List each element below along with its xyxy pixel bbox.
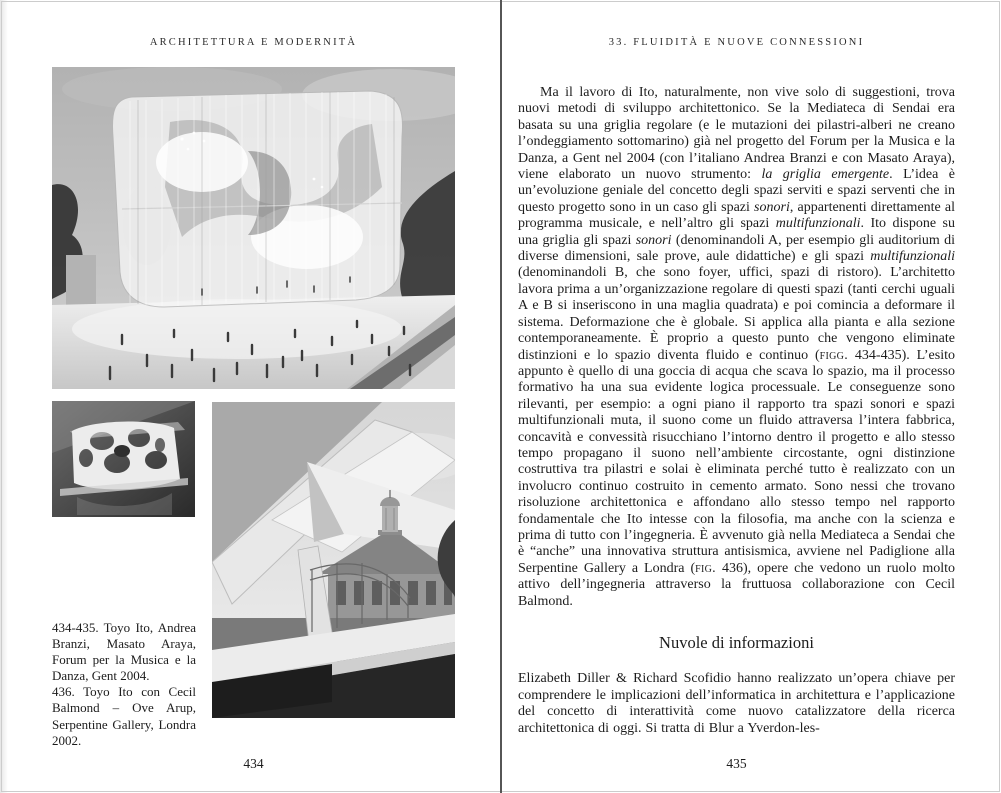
- figure-forum-model: [52, 67, 455, 389]
- right-page-number: 435: [726, 756, 747, 771]
- figure-caption: [52, 620, 196, 749]
- caption-fig-434-435: 434-435. Toyo Ito, Andrea Branzi, Masato Araya, Forum per la Musica e la Danza, Gent 2004.: [52, 620, 196, 684]
- left-page-number: 434: [243, 756, 264, 771]
- forum-model-photo: [52, 67, 455, 389]
- figure-structural-model: [52, 401, 195, 517]
- body-paragraph: Elizabeth Diller & Richard Scofidio hanno realizzato un’opera chiave per comprendere le implicazioni dell’informatica in architettura e l’applicazione del concetto di interattività come nuovo catalizzatore della ricerca architettonica di oggi. Si tratta di Blur a Yverdon-les-: [518, 671, 955, 736]
- body-text: [518, 85, 955, 737]
- serpentine-pavilion-photo: [212, 402, 455, 718]
- page-divider: [500, 0, 502, 793]
- body-paragraph: Ma il lavoro di Ito, naturalmente, non vive solo di suggestioni, trova nuovi metodi di sviluppo architettonico. Se la Mediateca di Sendai era basata su una griglia regolare (e le mutazioni dei pilastri-alberi ne creano l’ondeggiamento sottomarino) già nel progetto del Forum per la Musica e la Danza, a Gent nel 2004 (con l’italiano Andrea Branzi e con Masato Araya), viene elaborato un nuovo strumento: la griglia emergente. L’idea è un’evoluzione geniale del concetto degli spazi serviti e spazi serventi che in questo progetto sono in un caso gli spazi sonori, appartenenti direttamente al programma musicale, e nell’altro gli spazi multifunzionali. Ito dispone su una griglia gli spazi sonori (denominandoli A, per esempio gli auditorium di diverse dimensioni, sale prove, aule didattiche) e gli spazi multifunzionali (denominandoli B, che sono foyer, uffici, spazi di ristoro). L’architetto lavora prima a un’organizzazione regolare di questi spazi (tanti cerchi uguali A e B si inseriscono in una maglia quadrata) e poi comincia a deformare il sistema. Deformazione che è globale. Si applica alla pianta e alla sezione contemporaneamente. È proprio a questo punto che vengono eliminate distinzioni e lo spazio diventa fluido e continuo (figg. 434-435). L’esito appunto è quello di una goccia di acqua che scava lo spazio, ma il processo formativo ha una sua evidente logica processuale. Le conseguenze sono rilevanti, per esempio: a ogni piano il rapporto tra spazi sonori e spazi multifunzionali muta, il suono come un fluido attraversa l’intera fabbrica, concavità e convessità risucchiano l’intorno dentro il progetto e allo stesso tempo propagano il suono nell’ambiente circostante, ogni distinzione costruttiva tra pilastri e solai è eliminata perché tutto è realizzato con un involucro continuo costruito in cemento armato. Sono nessi che trovano risoluzione architettonica e affondano allo stesso tempo nel rapporto fondamentale che Ito intesse con la filosofia, ma anche con la scienza e prima di tutto con l’ingegneria. È avvenuto già nella Mediateca a Sendai che è “anche” una innovativa struttura antisismica, avviene nel Padiglione alla Serpentine Gallery a Londra (fig. 436), opere che vedono un ruolo molto attivo dell’ingegneria attraverso la fruttuosa collaborazione con Cecil Balmond.: [518, 85, 956, 609]
- right-running-head: 33. FLUIDITÀ E NUOVE CONNESSIONI: [608, 37, 865, 48]
- page-edge-shadow: [0, 0, 8, 793]
- left-running-head: ARCHITETTURA E MODERNITÀ: [149, 37, 358, 48]
- caption-fig-436: 436. Toyo Ito con Cecil Balmond – Ove Arup, Serpentine Gallery, Londra 2002.: [52, 684, 196, 748]
- figure-serpentine-pavilion: [212, 402, 455, 718]
- structural-model-photo: [52, 401, 195, 517]
- section-heading: Nuvole di informazioni: [659, 633, 814, 652]
